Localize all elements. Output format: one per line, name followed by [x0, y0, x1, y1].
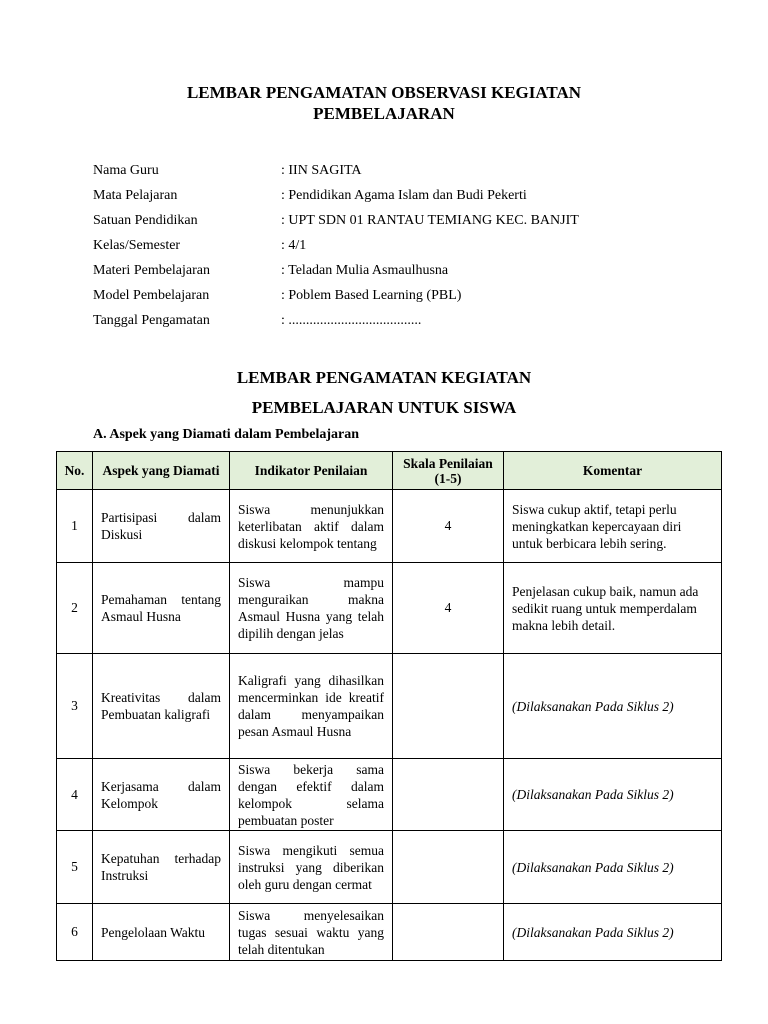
info-label: Tanggal Pengamatan — [93, 313, 210, 328]
info-label: Model Pembelajaran — [93, 288, 210, 303]
info-label: Materi Pembelajaran — [93, 263, 211, 278]
cell-skala: 4 — [393, 490, 504, 563]
table-row — [57, 563, 722, 654]
cell-komentar: (Dilaksanakan Pada Siklus 2) — [504, 759, 722, 831]
cell-indikator: Siswa menunjukkan keterlibatan aktif dalam diskusi kelompok tentang — [230, 490, 393, 563]
cell-no: 5 — [57, 831, 93, 904]
table-header-row — [57, 452, 722, 490]
header-indikator: Indikator Penilaian — [230, 452, 393, 490]
cell-no: 3 — [57, 654, 93, 759]
cell-aspek: Pemahaman tentang Asmaul Husna — [93, 563, 230, 654]
subtitle-line-2: PEMBELAJARAN UNTUK SISWA — [251, 398, 517, 417]
info-row-mata-pelajaran — [93, 185, 693, 210]
cell-indikator: Kaligrafi yang dihasilkan mencerminkan ide kreatif dalam menyampaikan pesan Asmaul Husna — [230, 654, 393, 759]
cell-aspek: Partisipasi dalam Diskusi — [93, 490, 230, 563]
cell-indikator: Siswa mampu menguraikan makna Asmaul Husna yang telah dipilih dengan jelas — [230, 563, 393, 654]
cell-komentar: Penjelasan cukup baik, namun ada sedikit ruang untuk memperdalam makna lebih detail. — [504, 563, 722, 654]
cell-skala — [393, 831, 504, 904]
table-row — [57, 654, 722, 759]
info-row-nama-guru — [93, 160, 693, 185]
header-komentar: Komentar — [504, 452, 722, 490]
info-row-model-pembelajaran — [93, 285, 693, 310]
table-row — [57, 490, 722, 563]
cell-skala — [393, 759, 504, 831]
info-label: Satuan Pendidikan — [93, 213, 198, 228]
header-no: No. — [57, 452, 93, 490]
info-value: : Pendidikan Agama Islam dan Budi Pekerti — [281, 188, 527, 203]
cell-komentar: (Dilaksanakan Pada Siklus 2) — [504, 831, 722, 904]
document-title-line-2: PEMBELAJARAN — [313, 104, 455, 123]
section-heading: A. Aspek yang Diamati dalam Pembelajaran — [93, 427, 359, 442]
cell-no: 1 — [57, 490, 93, 563]
observation-table — [56, 451, 722, 961]
cell-no: 4 — [57, 759, 93, 831]
cell-skala — [393, 904, 504, 961]
info-row-satuan-pendidikan — [93, 210, 693, 235]
table-row — [57, 759, 722, 831]
info-value: : ...................................... — [281, 313, 422, 328]
info-row-materi-pembelajaran — [93, 260, 693, 285]
cell-aspek: Kreativitas dalam Pembuatan kaligrafi — [93, 654, 230, 759]
info-value: : 4/1 — [281, 238, 307, 253]
cell-komentar: (Dilaksanakan Pada Siklus 2) — [504, 654, 722, 759]
cell-no: 6 — [57, 904, 93, 961]
info-value: : IIN SAGITA — [281, 163, 362, 178]
cell-skala — [393, 654, 504, 759]
cell-aspek: Kepatuhan terhadap Instruksi — [93, 831, 230, 904]
info-label: Kelas/Semester — [93, 238, 181, 253]
cell-komentar: (Dilaksanakan Pada Siklus 2) — [504, 904, 722, 961]
cell-aspek: Kerjasama dalam Kelompok — [93, 759, 230, 831]
teacher-info-block — [93, 160, 693, 335]
info-row-kelas-semester — [93, 235, 693, 260]
cell-komentar: Siswa cukup aktif, tetapi perlu meningkatkan kepercayaan diri untuk berbicara lebih sering. — [504, 490, 722, 563]
info-value: : Poblem Based Learning (PBL) — [281, 288, 462, 303]
document-title-line-1: LEMBAR PENGAMATAN OBSERVASI KEGIATAN — [186, 83, 582, 102]
info-value: : UPT SDN 01 RANTAU TEMIANG KEC. BANJIT — [281, 213, 579, 228]
info-label: Mata Pelajaran — [93, 188, 178, 203]
table-row — [57, 831, 722, 904]
info-value: : Teladan Mulia Asmaulhusna — [281, 263, 449, 278]
cell-indikator: Siswa bekerja sama dengan efektif dalam kelompok selama pembuatan poster — [230, 759, 393, 831]
cell-skala: 4 — [393, 563, 504, 654]
info-row-tanggal-pengamatan — [93, 310, 693, 335]
cell-indikator: Siswa menyelesaikan tugas sesuai waktu yang telah ditentukan — [230, 904, 393, 961]
header-aspek: Aspek yang Diamati — [93, 452, 230, 490]
cell-aspek: Pengelolaan Waktu — [93, 904, 230, 961]
table-row — [57, 904, 722, 961]
header-skala: Skala Penilaian (1-5) — [393, 452, 504, 490]
info-label: Nama Guru — [93, 163, 159, 178]
cell-indikator: Siswa mengikuti semua instruksi yang diberikan oleh guru dengan cermat — [230, 831, 393, 904]
cell-no: 2 — [57, 563, 93, 654]
subtitle-line-1: LEMBAR PENGAMATAN KEGIATAN — [236, 368, 532, 387]
